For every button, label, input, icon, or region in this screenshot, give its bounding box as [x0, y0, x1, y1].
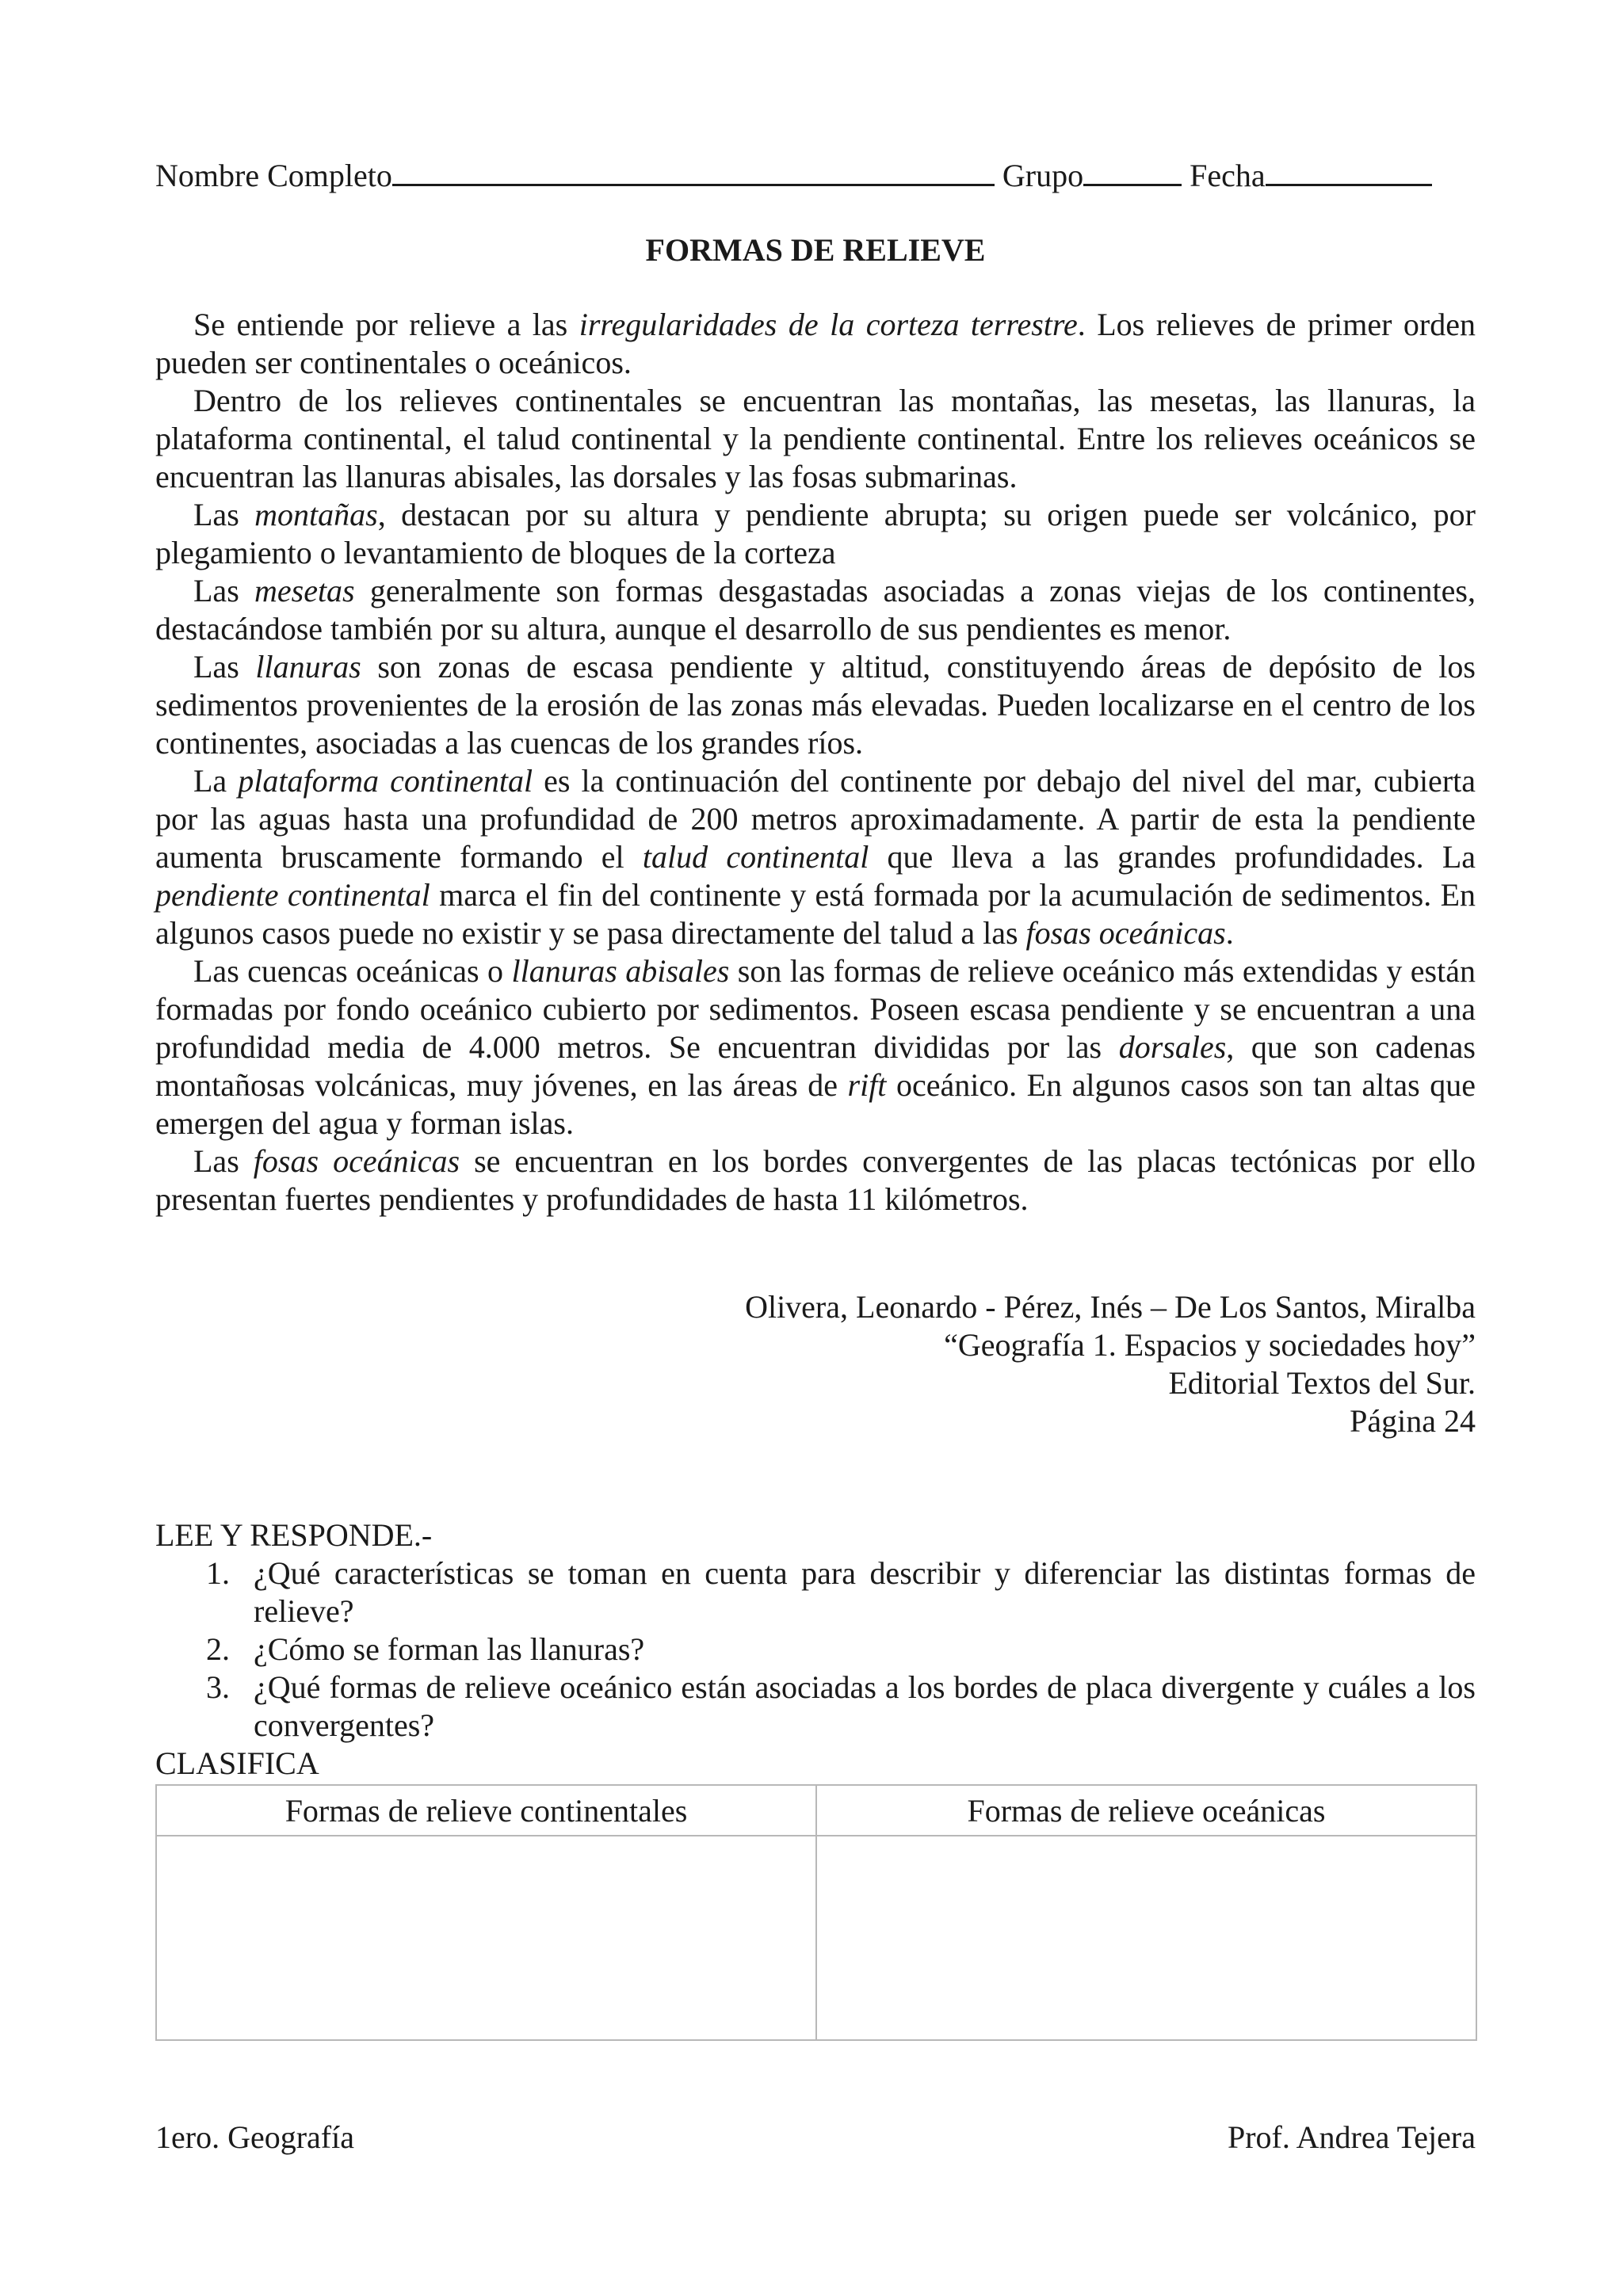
question-number: 3. — [206, 1669, 230, 1705]
paragraph-text: oceánico. En algunos casos son tan altas que emergen del agua y forman islas. — [155, 1067, 1476, 1141]
paragraph-text: Las — [193, 497, 255, 532]
italic-term: dorsales — [1118, 1029, 1227, 1065]
italic-term: talud continental — [642, 839, 869, 875]
body-paragraph — [155, 306, 1476, 382]
question-number: 2. — [206, 1631, 230, 1667]
name-label: Nombre Completo — [155, 158, 392, 193]
italic-term: llanuras abisales — [511, 953, 730, 989]
question-item — [155, 1554, 1476, 1630]
body-paragraph — [155, 1142, 1476, 1219]
paragraph-text: Las cuencas oceánicas o — [193, 953, 512, 989]
continental-answer-cell[interactable] — [156, 1836, 816, 2040]
paragraph-text: es la continuación del continente por debajo del nivel del mar, cubierta por las aguas hasta una profundidad de 200 metros aproximadamente. A partir de esta la pendiente aumenta bruscamente formando el — [155, 763, 1476, 875]
column-header-oceanic: Formas de relieve oceánicas — [816, 1785, 1476, 1836]
italic-term: plataforma continental — [238, 763, 533, 799]
name-field[interactable] — [392, 155, 995, 186]
footer-teacher: Prof. Andrea Tejera — [1227, 2119, 1476, 2155]
question-item — [155, 1669, 1476, 1745]
italic-term: llanuras — [255, 649, 361, 685]
paragraph-text: generalmente son formas desgastadas asociadas a zonas viejas de los continentes, destacándose también por su altura, aunque el desarrollo de sus pendientes es menor. — [155, 573, 1476, 646]
italic-term: fosas oceánicas — [253, 1143, 460, 1179]
column-header-continental: Formas de relieve continentales — [156, 1785, 816, 1836]
citation-book: “Geografía 1. Espacios y sociedades hoy” — [944, 1327, 1476, 1363]
paragraph-text: marca el fin del continente y está formada por la acumulación de sedimentos. En algunos casos puede no existir y se pasa directamente del talud a las — [155, 877, 1476, 951]
paragraph-text: La — [193, 763, 239, 799]
paragraph-text: Las — [193, 1143, 254, 1179]
italic-term: montañas — [254, 497, 378, 532]
lee-responde-heading: LEE Y RESPONDE.- — [155, 1517, 433, 1553]
citation-publisher: Editorial Textos del Sur. — [1168, 1365, 1476, 1401]
date-field[interactable] — [1266, 155, 1432, 186]
body-paragraph — [155, 496, 1476, 572]
body-paragraph — [155, 382, 1476, 496]
italic-term: pendiente continental — [155, 877, 430, 913]
citation-authors: Olivera, Leonardo - Pérez, Inés – De Los Santos, Miralba — [745, 1289, 1476, 1325]
paragraph-text: . — [1225, 915, 1234, 951]
group-field[interactable] — [1083, 155, 1182, 186]
classification-table — [155, 1784, 1477, 2041]
italic-term: fosas oceánicas — [1025, 915, 1226, 951]
clasifica-heading: CLASIFICA — [155, 1745, 319, 1781]
body-paragraph — [155, 952, 1476, 1142]
group-label: Grupo — [1002, 158, 1084, 193]
body-text — [155, 306, 1476, 1219]
italic-term: mesetas — [254, 573, 355, 608]
paragraph-text: , destacan por su altura y pendiente abrupta; su origen puede ser volcánico, por plegamiento o levantamiento de bloques de la corteza — [155, 497, 1476, 570]
body-paragraph — [155, 572, 1476, 648]
question-text: ¿Cómo se forman las llanuras? — [254, 1631, 645, 1667]
paragraph-text: Se entiende por relieve a las — [193, 307, 579, 342]
student-info-line — [155, 155, 1471, 195]
body-paragraph — [155, 648, 1476, 762]
paragraph-text: . Los relieves de primer orden pueden ser continentales o oceánicos. — [155, 307, 1476, 380]
question-text: ¿Qué características se toman en cuenta para describir y diferenciar las distintas formas de relieve? — [254, 1555, 1476, 1629]
paragraph-text: , que son cadenas montañosas volcánicas, muy jóvenes, en las áreas de — [155, 1029, 1476, 1103]
oceanic-answer-cell[interactable] — [816, 1836, 1476, 2040]
paragraph-text: Las — [193, 573, 254, 608]
question-item — [155, 1630, 1476, 1669]
paragraph-text: Las — [193, 649, 256, 685]
page-title: FORMAS DE RELIEVE — [645, 232, 986, 268]
question-text: ¿Qué formas de relieve oceánico están asociadas a los bordes de placa divergente y cuáles a los convergentes? — [254, 1669, 1476, 1743]
italic-term: irregularidades de la corteza terrestre — [579, 307, 1078, 342]
paragraph-text: son las formas de relieve oceánico más extendidas y están formadas por fondo oceánico cubierto por sedimentos. Poseen escasa pendiente y se encuentran a una profundidad media de 4.000 metros. Se encuentran divididas por las — [155, 953, 1476, 1065]
citation-page: Página 24 — [1350, 1403, 1476, 1439]
citation — [713, 1288, 1476, 1440]
date-label: Fecha — [1190, 158, 1266, 193]
footer-course: 1ero. Geografía — [155, 2119, 354, 2155]
paragraph-text: se encuentran en los bordes convergentes de las placas tectónicas por ello presentan fuertes pendientes y profundidades de hasta 11 kilómetros. — [155, 1143, 1476, 1217]
paragraph-text: Dentro de los relieves continentales se encuentran las montañas, las mesetas, las llanuras, la plataforma continental, el talud continental y la pendiente continental. Entre los relieves oceánicos se encuentran las llanuras abisales, las dorsales y las fosas submarinas. — [155, 383, 1476, 494]
paragraph-text: que lleva a las grandes profundidades. La — [869, 839, 1476, 875]
question-number: 1. — [206, 1555, 230, 1591]
paragraph-text: son zonas de escasa pendiente y altitud, constituyendo áreas de depósito de los sedimentos provenientes de la erosión de las zonas más elevadas. Pueden localizarse en el centro de los continentes, asociadas a las cuencas de los grandes ríos. — [155, 649, 1476, 761]
question-list — [155, 1554, 1476, 1745]
italic-term: rift — [847, 1067, 887, 1103]
body-paragraph — [155, 762, 1476, 952]
